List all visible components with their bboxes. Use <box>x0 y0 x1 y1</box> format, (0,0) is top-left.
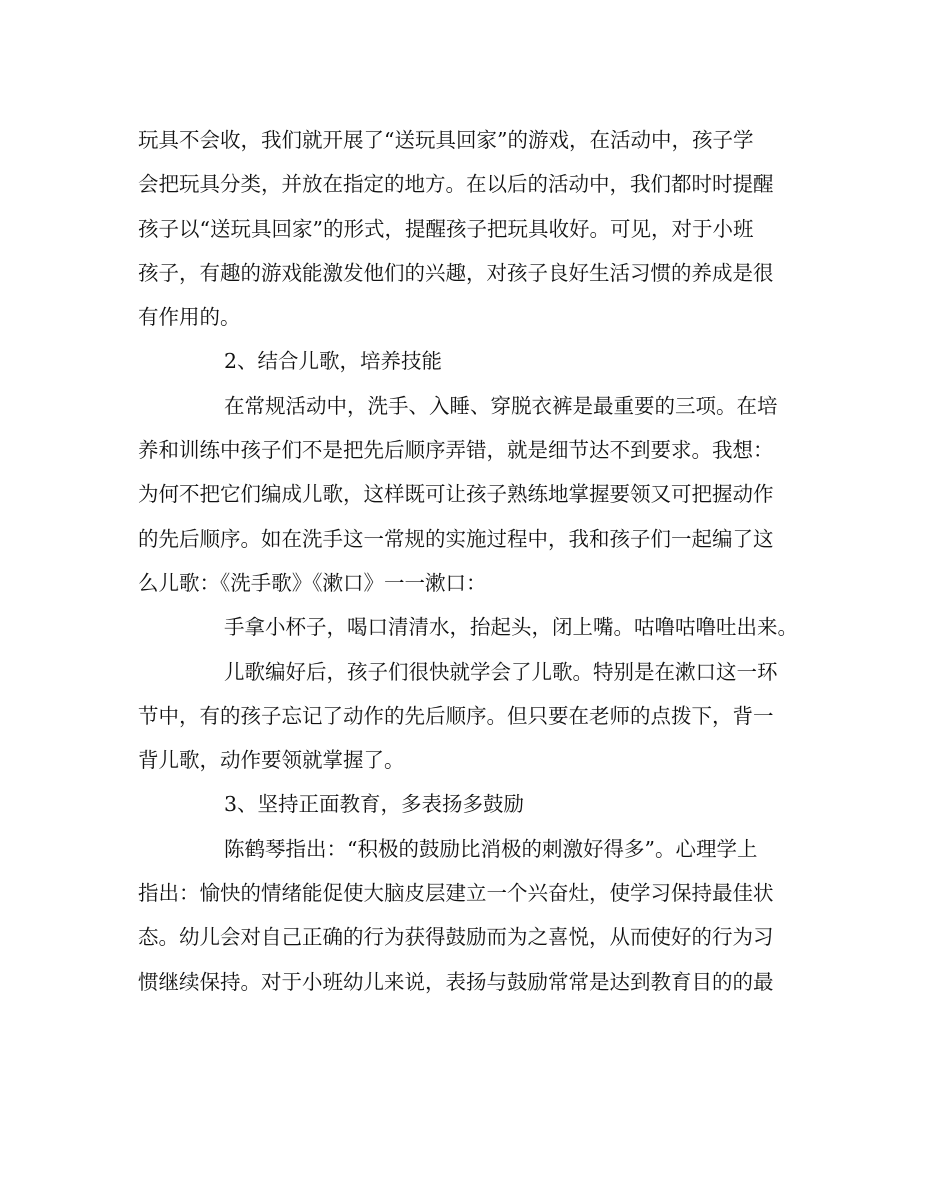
text-line: 孩子，有趣的游戏能激发他们的兴趣，对孩子良好生活习惯的养成是很 <box>138 260 774 285</box>
text-line: 为何不把它们编成儿歌，这样既可让孩子熟练地掌握要领又可把握动作 <box>138 482 774 507</box>
text-line: 态。幼儿会对自己正确的行为获得鼓励而为之喜悦，从而使好的行为习 <box>138 925 774 950</box>
text-line: 有作用的。 <box>138 305 241 330</box>
text-line: 2、结合儿歌，培养技能 <box>224 349 443 374</box>
text-line: 3、坚持正面教育，多表扬多鼓励 <box>224 792 525 817</box>
text-line: 的先后顺序。如在洗手这一常规的实施过程中，我和孩子们一起编了这 <box>138 526 774 551</box>
text-line: 么儿歌：《洗手歌》《漱口》一一漱口： <box>138 570 487 595</box>
text-line: 手拿小杯子，喝口清清水，抬起头，闭上嘴。咕噜咕噜吐出来。 <box>224 615 798 640</box>
text-line: 儿歌编好后，孩子们很快就学会了儿歌。特别是在漱口这一环 <box>224 659 778 684</box>
text-line: 指出：愉快的情绪能促使大脑皮层建立一个兴奋灶，使学习保持最佳状 <box>138 881 774 906</box>
text-line: 背儿歌，动作要领就掌握了。 <box>138 748 405 773</box>
text-line: 玩具不会收，我们就开展了“送玩具回家”的游戏，在活动中，孩子学 <box>138 128 754 152</box>
text-line: 养和训练中孩子们不是把先后顺序弄错，就是细节达不到要求。我想： <box>138 438 774 463</box>
text-line: 陈鹤琴指出：“积极的鼓励比消极的刺激好得多”。心理学上 <box>224 836 758 861</box>
text-line: 孩子以“送玩具回家”的形式，提醒孩子把玩具收好。可见，对于小班 <box>138 216 754 241</box>
document-body <box>138 118 828 1004</box>
text-line: 节中，有的孩子忘记了动作的先后顺序。但只要在老师的点拨下，背一 <box>138 703 774 728</box>
text-line: 在常规活动中，洗手、入睡、穿脱衣裤是最重要的三项。在培 <box>224 393 778 418</box>
text-line: 会把玩具分类，并放在指定的地方。在以后的活动中，我们都时时提醒 <box>138 172 774 197</box>
text-line: 惯继续保持。对于小班幼儿来说，表扬与鼓励常常是达到教育目的的最 <box>138 969 774 994</box>
